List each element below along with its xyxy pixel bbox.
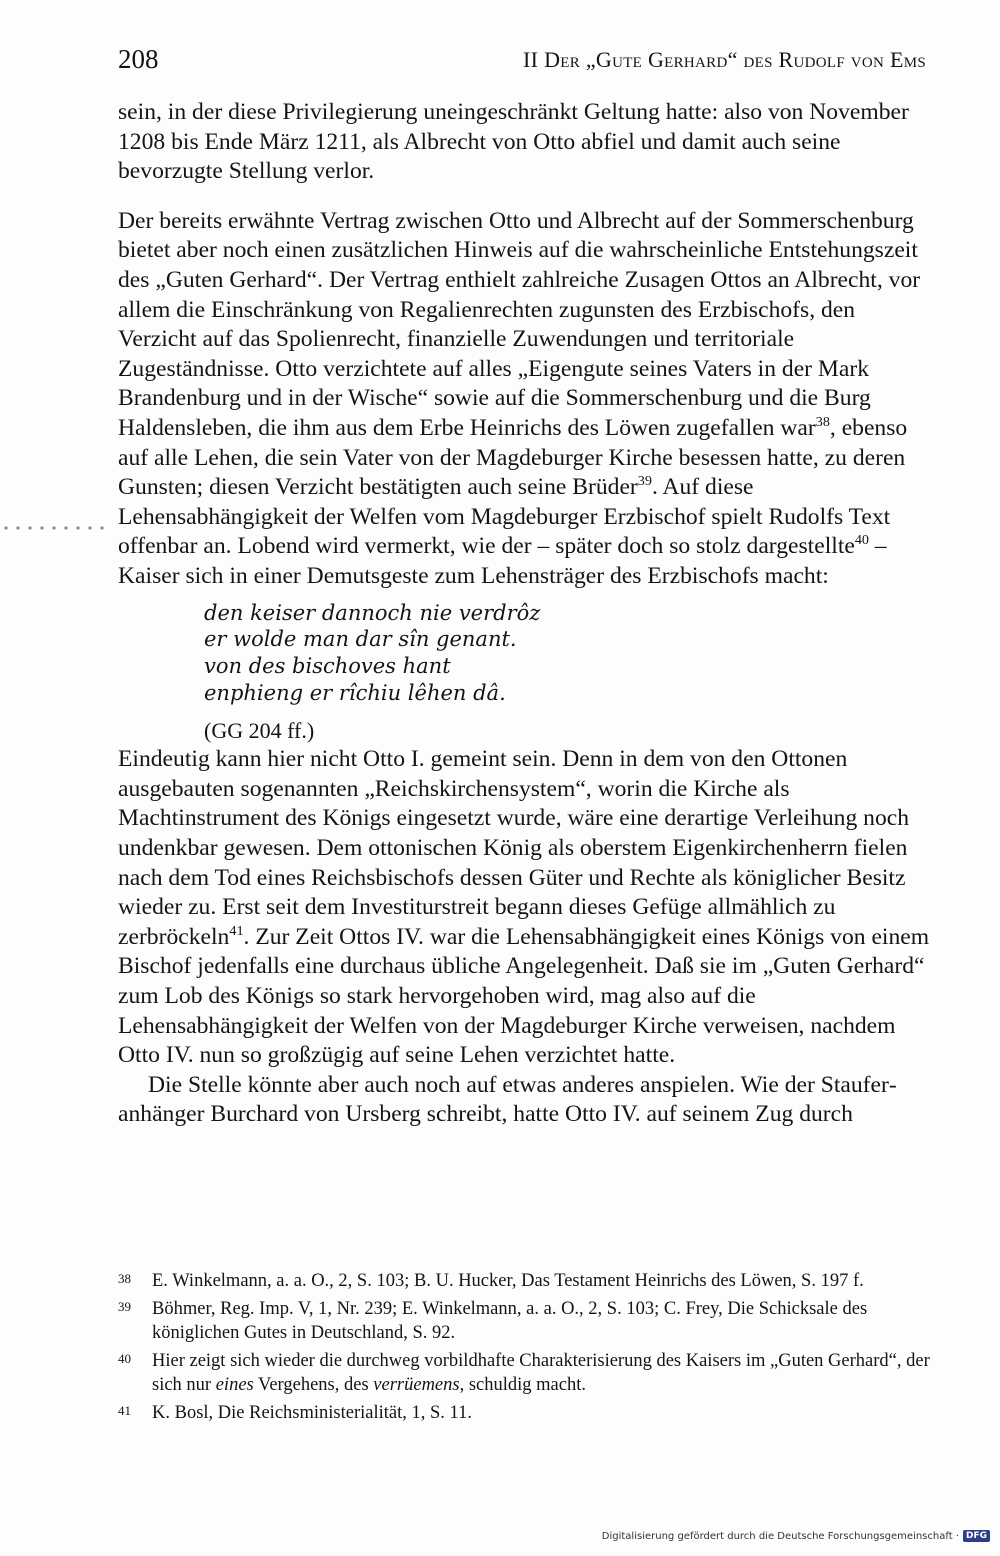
footnote-text-part: Vergehens, des xyxy=(253,1374,374,1395)
footnote-number: 41 xyxy=(118,1403,131,1419)
footnote-ref-38[interactable]: 38 xyxy=(815,414,830,431)
footnote-40 xyxy=(118,1350,936,1397)
margin-dot xyxy=(52,526,55,529)
verse-reference: (GG 204 ff.) xyxy=(204,717,315,743)
paragraph-2 xyxy=(118,207,936,592)
margin-dot xyxy=(4,526,7,529)
footnote-text: E. Winkelmann, a. a. O., 2, S. 103; B. U. Hucker, Das Testament Heinrichs des Löwen, S. 197 f. xyxy=(152,1271,864,1291)
running-head: II Der „Gute Gerhard“ des Rudolf von Ems xyxy=(523,47,926,72)
page-header xyxy=(118,44,938,84)
footnote-text: K. Bosl, Die Reichsministerialität, 1, S. 11. xyxy=(152,1403,472,1424)
margin-dot-line xyxy=(0,525,110,531)
footnote-number: 40 xyxy=(118,1351,131,1367)
footnote-text: Böhmer, Reg. Imp. V, 1, Nr. 239; E. Winkelmann, a. a. O., 2, S. 103; C. Frey, Die Schicksale des königlichen Gutes in Deutschland, S. 92. xyxy=(152,1299,868,1343)
footnote-text-part: , schuldig macht. xyxy=(459,1374,586,1395)
paragraph-2-part-a: Der bereits erwähnte Vertrag zwischen Otto und Albrecht auf der Sommerschenburg bietet aber noch einen zusätzlichen Hinweis auf die wahrscheinliche Entstehungszeit des „Guten Gerhard“. Der Vertrag enthielt zahlreiche Zusagen Ottos an Albrecht, vor allem die Einschränkung von Regalienrechten zugunsten des Erzbischofs, den Verzicht auf das Spolienrecht, finanzielle Zuwendungen und territoriale Zugeständnisse. Otto verzichtete auf alles „Eigengute seines Vaters in der Mark Brandenburg und in der Wische“ sowie auf die Sommerschenburg und die Burg Haldensleben, die ihm aus dem Erbe Heinrichs des Löwen zugefallen war xyxy=(118,207,921,441)
footnote-39 xyxy=(118,1298,936,1345)
margin-dot xyxy=(100,526,103,529)
paragraph-3 xyxy=(118,745,936,1071)
margin-dot xyxy=(28,526,31,529)
page-number: 208 xyxy=(118,44,159,74)
footnotes xyxy=(118,1270,936,1430)
footnote-number: 38 xyxy=(118,1271,131,1286)
paragraph-1: sein, in der diese Privilegierung uneingeschränkt Geltung hatte: also von November 1208 bis Ende März 1211, als Albrecht von Otto abfiel und damit auch seine bevorzugte Stellung verlor. xyxy=(118,99,909,185)
footnote-ref-40[interactable]: 40 xyxy=(854,532,869,549)
margin-dot xyxy=(76,526,79,529)
footnote-ref-39[interactable]: 39 xyxy=(637,473,652,490)
paragraph-2-part-b: , ebenso auf alle Lehen, die sein Vater von der Magdeburger Kirche besessen hatte, zu deren Gunsten; diesen Verzicht bestätigten auch seine Brüder xyxy=(118,414,908,501)
footnote-text xyxy=(152,1350,936,1397)
verse-quote xyxy=(204,600,936,707)
footnote-italic: verrüemens xyxy=(373,1374,460,1395)
margin-dots-group xyxy=(4,526,103,529)
verse-line: von des bischoves hant xyxy=(204,654,451,679)
verse-line: er wolde man dar sîn genant. xyxy=(204,627,517,652)
main-text xyxy=(118,98,936,1130)
footnote-italic: eines xyxy=(215,1374,254,1395)
paragraph-2-part-c: . Auf diese Lehensabhängigkeit der Welfen vom Magdeburger Erzbischof spielt Rudolfs Text offenbar an. Lobend wird vermerkt, wie der – später doch so stolz dargestellte xyxy=(118,474,891,560)
paragraph-3-part-b: . Zur Zeit Ottos IV. war die Lehensabhängigkeit eines Königs von einem Bischof jedenfalls eine durchaus übliche Angelegenheit. Daß sie im „Guten Gerhard“ zum Lob des Königs so stark hervorgehoben wird, mag also auf die Lehensabhängigkeit der Welfen von der Magdeburger Kirche verweisen, nachdem Otto IV. nun so großzügig auf seine Lehen verzichtet hatte. xyxy=(118,923,930,1069)
footnote-41 xyxy=(118,1402,936,1425)
credit-text: Digitalisierung gefördert durch die Deutsche Forschungsgemeinschaft · xyxy=(601,1530,959,1542)
paragraph-2-part-d: – Kaiser sich in einer Demutsgeste zum Lehensträger des Erzbischofs macht: xyxy=(118,533,887,589)
verse-line: enphieng er rîchiu lêhen dâ. xyxy=(204,680,506,705)
footnote-number: 39 xyxy=(118,1299,131,1315)
paragraph-4: Die Stelle könnte aber auch noch auf etwas anderes anspielen. Wie der Stauferanhänger Burchard von Ursberg schreibt, hatte Otto IV. auf seinem Zug durch xyxy=(118,1071,897,1128)
footnote-38 xyxy=(118,1270,936,1293)
verse-line: den keiser dannoch nie verdrôz xyxy=(204,600,541,625)
paragraph-3-part-a: Eindeutig kann hier nicht Otto I. gemeint sein. Denn in dem von den Ottonen ausgebauten sogenannten „Reichskirchensystem“, worin die Kirche als Machtinstrument des Königs eingesetzt wurde, wäre eine derartige Verleihung noch undenkbar gewesen. Dem ottonischen König als oberstem Eigenkirchenherrn fielen nach dem Tod eines Reichsbischofs dessen Güter und Rechte als königlicher Besitz wieder zu. Erst seit dem Investiturstreit begann dieses Gefüge allmählich zu zerbröckeln xyxy=(118,746,910,950)
margin-dot xyxy=(88,526,91,529)
dfg-logo-icon: DFG xyxy=(963,1530,990,1542)
margin-dot xyxy=(64,526,67,529)
digitization-credit xyxy=(602,1530,990,1542)
margin-dot xyxy=(40,526,43,529)
margin-dot xyxy=(16,526,19,529)
footnote-text-part: Hier zeigt sich wieder die durchweg vorbildhafte Charakterisierung des Kaisers im „Guten Gerhard“, der sich nur xyxy=(152,1351,930,1395)
footnote-ref-41[interactable]: 41 xyxy=(229,922,244,939)
